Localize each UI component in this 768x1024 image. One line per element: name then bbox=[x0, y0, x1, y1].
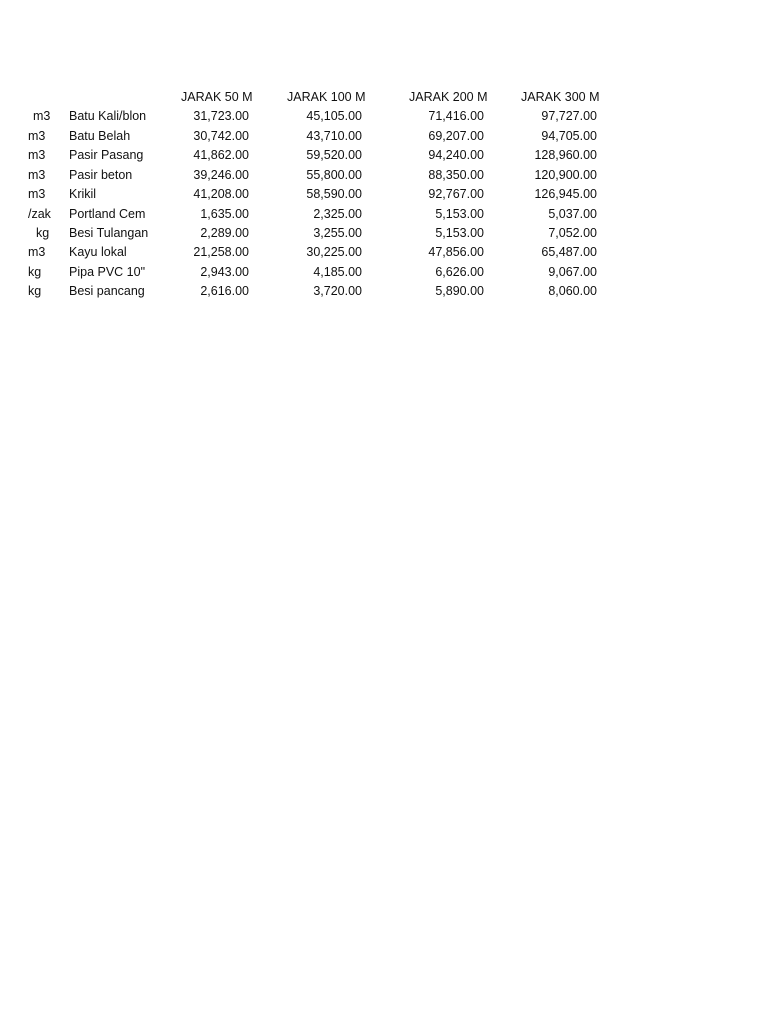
value-cell-100: 55,800.00 bbox=[306, 167, 362, 182]
value-cell-200: 5,153.00 bbox=[435, 206, 484, 221]
value-cell-50: 41,208.00 bbox=[193, 187, 249, 201]
table-row bbox=[0, 224, 768, 244]
value-cell-50: 31,723.00 bbox=[193, 109, 249, 123]
material-name-cell: Pipa PVC 10" bbox=[69, 264, 146, 279]
value-cell-50: 21,258.00 bbox=[193, 245, 249, 259]
unit-cell: m3 bbox=[28, 128, 46, 143]
column-header-jarak-300: JARAK 300 M bbox=[521, 90, 600, 104]
unit-cell: m3 bbox=[28, 148, 46, 162]
material-name-cell: Pasir Pasang bbox=[69, 148, 144, 162]
unit-cell: kg bbox=[28, 264, 42, 279]
unit-cell: kg bbox=[28, 284, 42, 298]
unit-cell: m3 bbox=[28, 187, 46, 201]
value-cell-300: 128,960.00 bbox=[534, 148, 597, 162]
column-header-jarak-100: JARAK 100 M bbox=[287, 90, 366, 104]
value-cell-100: 3,255.00 bbox=[313, 226, 362, 240]
value-cell-50: 39,246.00 bbox=[193, 167, 249, 182]
value-cell-50: 2,616.00 bbox=[200, 284, 249, 298]
value-cell-200: 71,416.00 bbox=[428, 109, 484, 123]
unit-cell: kg bbox=[36, 226, 50, 240]
value-cell-50: 2,943.00 bbox=[200, 264, 249, 279]
value-cell-200: 88,350.00 bbox=[428, 167, 484, 182]
material-name-cell: Krikil bbox=[69, 187, 97, 201]
table-row bbox=[0, 107, 768, 127]
unit-cell: m3 bbox=[28, 245, 46, 259]
value-cell-50: 30,742.00 bbox=[193, 128, 249, 143]
table-row bbox=[0, 185, 768, 205]
value-cell-300: 97,727.00 bbox=[541, 109, 597, 123]
value-cell-200: 6,626.00 bbox=[435, 264, 484, 279]
unit-cell: m3 bbox=[33, 109, 51, 123]
value-cell-100: 45,105.00 bbox=[306, 109, 362, 123]
value-cell-300: 8,060.00 bbox=[548, 284, 597, 298]
column-header-jarak-200: JARAK 200 M bbox=[409, 90, 488, 104]
unit-cell: /zak bbox=[28, 206, 51, 221]
material-name-cell: Portland Cem bbox=[69, 206, 146, 221]
material-name-cell: Kayu lokal bbox=[69, 245, 127, 259]
value-cell-300: 7,052.00 bbox=[548, 226, 597, 240]
unit-cell: m3 bbox=[28, 167, 46, 182]
header-row bbox=[0, 88, 768, 108]
table-row bbox=[0, 127, 768, 147]
table-row bbox=[0, 205, 768, 225]
table-row bbox=[0, 282, 768, 302]
value-cell-200: 92,767.00 bbox=[428, 187, 484, 201]
value-cell-200: 5,153.00 bbox=[435, 226, 484, 240]
material-name-cell: Besi pancang bbox=[69, 284, 145, 298]
value-cell-100: 30,225.00 bbox=[306, 245, 362, 259]
value-cell-100: 58,590.00 bbox=[306, 187, 362, 201]
table-row bbox=[0, 166, 768, 186]
table-row bbox=[0, 243, 768, 263]
value-cell-300: 120,900.00 bbox=[534, 167, 597, 182]
value-cell-100: 4,185.00 bbox=[313, 264, 362, 279]
value-cell-50: 41,862.00 bbox=[193, 148, 249, 162]
value-cell-100: 3,720.00 bbox=[313, 284, 362, 298]
material-name-cell: Batu Kali/blon bbox=[69, 109, 147, 123]
table-row bbox=[0, 146, 768, 166]
material-name-cell: Pasir beton bbox=[69, 167, 133, 182]
table-row bbox=[0, 263, 768, 283]
value-cell-200: 47,856.00 bbox=[428, 245, 484, 259]
material-name-cell: Batu Belah bbox=[69, 128, 131, 143]
value-cell-100: 43,710.00 bbox=[306, 128, 362, 143]
value-cell-300: 5,037.00 bbox=[548, 206, 597, 221]
value-cell-300: 126,945.00 bbox=[534, 187, 597, 201]
value-cell-100: 2,325.00 bbox=[313, 206, 362, 221]
value-cell-100: 59,520.00 bbox=[306, 148, 362, 162]
value-cell-200: 94,240.00 bbox=[428, 148, 484, 162]
value-cell-300: 65,487.00 bbox=[541, 245, 597, 259]
value-cell-200: 5,890.00 bbox=[435, 284, 484, 298]
value-cell-300: 9,067.00 bbox=[548, 264, 597, 279]
value-cell-300: 94,705.00 bbox=[541, 128, 597, 143]
material-name-cell: Besi Tulangan bbox=[69, 226, 149, 240]
value-cell-50: 2,289.00 bbox=[200, 226, 249, 240]
column-header-jarak-50: JARAK 50 M bbox=[181, 90, 253, 104]
value-cell-50: 1,635.00 bbox=[200, 206, 249, 221]
value-cell-200: 69,207.00 bbox=[428, 128, 484, 143]
